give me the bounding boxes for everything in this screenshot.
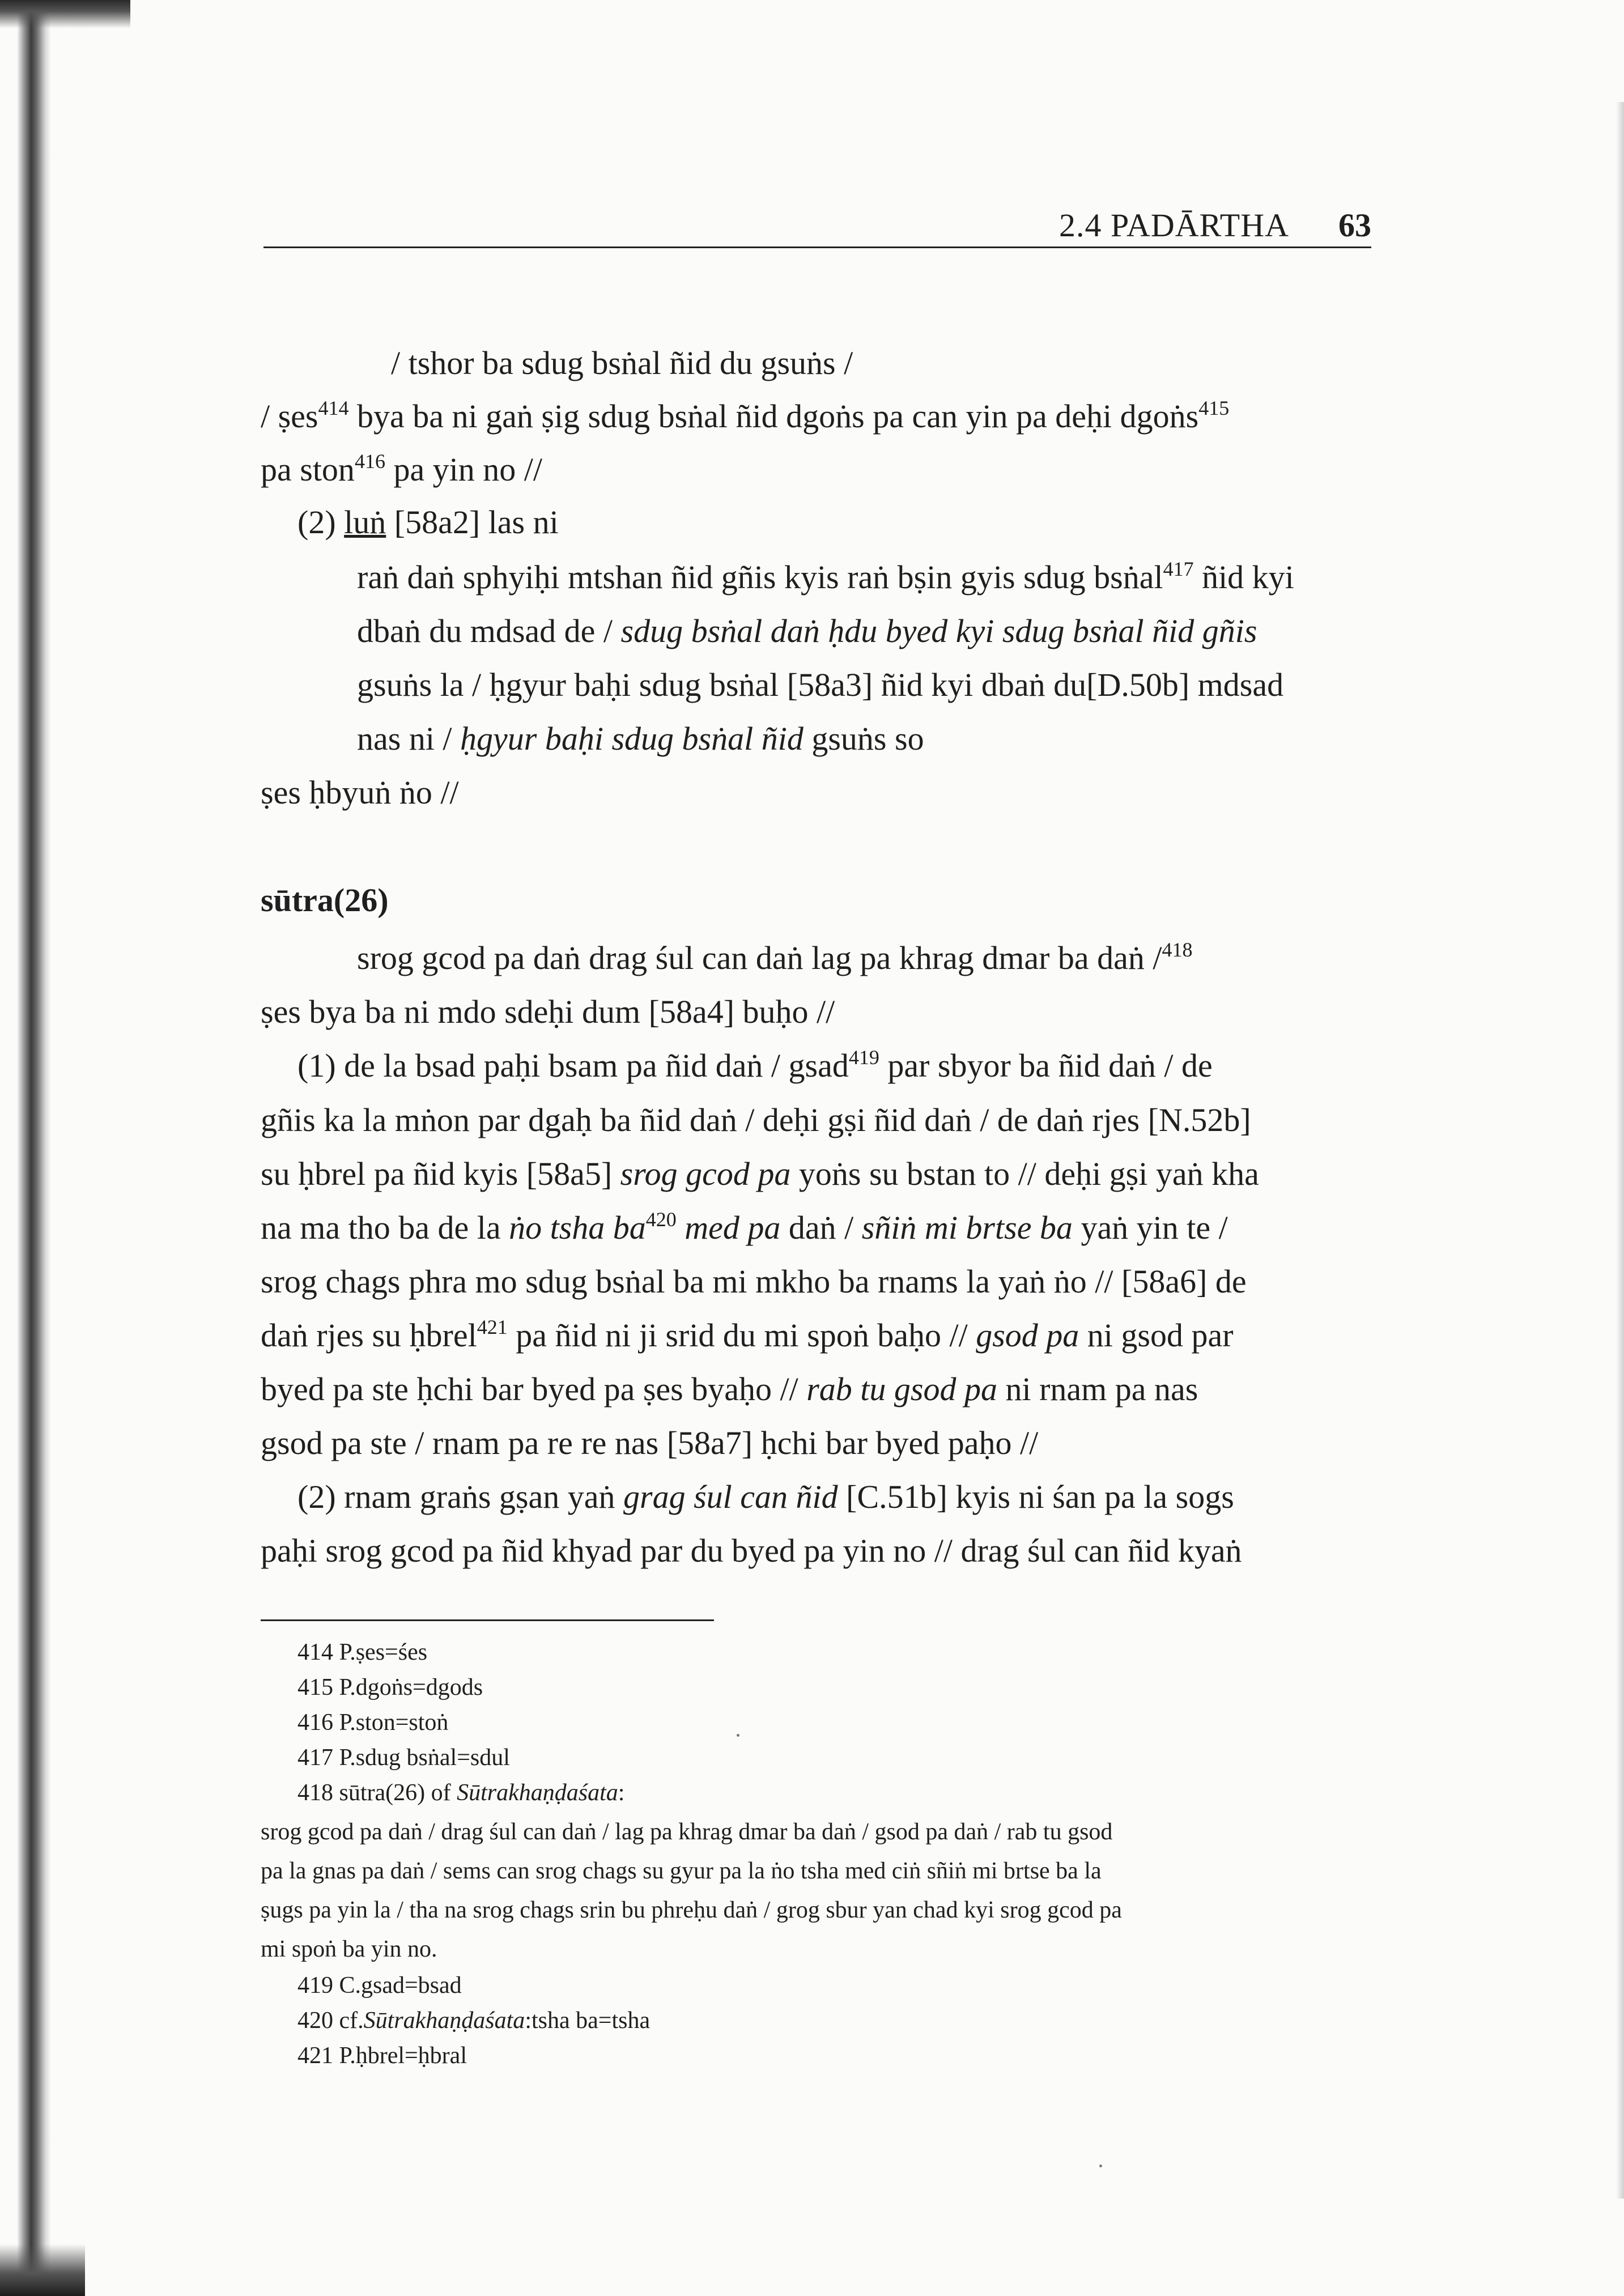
footnote: 421 P.ḥbrel=ḥbral [297,2043,467,2069]
text-line: ṣes ḥbyuṅ ṅo // [261,774,459,811]
sutra-heading: sūtra(26) [261,882,389,919]
text-line: na ma tho ba de la ṅo tsha $ba^{420}$ med pa daṅ / sñiṅ mi brtse ba yaṅ yin te / [261,1208,1228,1246]
text-line: gsuṅs la / ḥgyur baḥi sdug bsṅal [58a3] ñid kyi dbaṅ du[D.50b] mdsad [357,666,1284,703]
footnote: 417 P.sdug bsṅal=sdul [297,1745,510,1771]
footnote-ref: 418 [1162,938,1193,961]
footnote: 415 P.dgoṅs=dgods [297,1674,483,1700]
running-header [263,201,1371,248]
footnote-ref: 420 [645,1208,677,1231]
text-line: srog gcod pa daṅ drag śul can daṅ lag pa khrag dmar ba daṅ /$^{418}$ [357,938,1193,976]
text-line: byed pa ste ḥchi bar byed pa ṣes byaḥo // rab tu gsod pa ni rnam pa nas [261,1371,1198,1408]
scan-speck [737,1734,739,1737]
footnote-ref: 419 [848,1046,879,1069]
footnote-ref: 417 [1163,558,1194,580]
text-line: srog chags phra mo sdug bsṅal ba mi mkho ba rnams la yaṅ ṅo // [58a6] de [261,1263,1247,1300]
binding-top-shadow [0,0,130,28]
text-line: paḥi srog gcod pa ñid khyad par du byed pa yin no // drag śul can ñid kyaṅ [261,1532,1242,1569]
footnote: 416 P.ston=stoṅ [297,1710,449,1736]
footnote-ref: 414 [318,397,349,419]
footnote-quote-line: pa la gnas pa daṅ / sems can srog chags su gyur pa la ṅo tsha med ciṅ sñiṅ mi brtse ba la [261,1858,1102,1884]
footnote-ref: 415 [1198,397,1230,419]
footnote-separator [261,1619,714,1621]
footnote-quote-line: srog gcod pa daṅ / drag śul can daṅ / lag pa khrag dmar ba daṅ / gsod pa daṅ / rab tu gsod [261,1819,1113,1845]
text-line: raṅ daṅ sphyiḥi mtshan ñid gñis kyis raṅ bṣin gyis sdug bsṅal$^{417}$ ñid kyi [357,558,1294,596]
text-line: daṅ rjes su ḥbrel$^{421}$ pa ñid ni ji srid du mi spoṅ baḥo // gsod pa ni gsod par [261,1316,1234,1354]
footnote: 414 P.ṣes=śes [297,1639,428,1665]
footnote: 418 sūtra(26) of Sūtrakhaṇḍaśata: [297,1780,625,1806]
footnote: 419 C.gsad=bsad [297,1972,462,1999]
text-line: su ḥbrel pa ñid kyis [58a5] srog gcod pa yoṅs su bstan to // deḥi gṣi yaṅ kha [261,1155,1259,1192]
text-line: nas ni / ḥgyur baḥi sdug bsṅal ñid gsuṅs so [357,720,924,757]
text-line: pa ston$^{416}$ pa yin no // [261,450,543,488]
footnote-ref: 416 [354,450,385,473]
footnote-ref: 421 [477,1316,508,1338]
text-line: gsod pa ste / rnam pa re re nas [58a7] ḥchi bar byed paḥo // [261,1425,1039,1461]
text-line: (1) de la bsad paḥi bsam pa ñid daṅ / gsad$^{419}$ par sbyor ba ñid daṅ / de [297,1046,1213,1084]
text-line: / tshor ba sdug bsṅal ñid du gsuṅs / [391,345,853,381]
running-header-title: 2.4 PADĀRTHA [1059,207,1289,244]
text-line: dbaṅ du mdsad de / sdug bsṅal daṅ ḥdu byed kyi sdug bsṅal ñid gñis [357,613,1257,649]
text-line: gñis ka la mṅon par dgaḥ ba ñid daṅ / deḥi gṣi ñid daṅ / de daṅ rjes [N.52b] [261,1102,1251,1138]
page-right-edge [1616,102,1624,2199]
binding-bottom-shadow [0,2244,85,2296]
text-line: ṣes bya ba ni mdo sdeḥi dum [58a4] buḥo // [261,993,835,1030]
scan-speck [1099,2165,1102,2167]
footnote: 420 cf.Sūtrakhaṇḍaśata:tsha ba=tsha [297,2008,651,2034]
footnote-quote-line: ṣugs pa yin la / tha na srog chags srin bu phreḥu daṅ / grog sbur yan chad kyi srog gcod pa [261,1897,1122,1923]
page-number: 63 [1338,207,1371,244]
text-line: (2) luṅ [58a2] las ni [297,504,559,541]
text-line: (2) rnam graṅs gṣan yaṅ grag śul can ñid [C.51b] kyis ni śan pa la sogs [297,1478,1234,1515]
text-line: / ṣes$^{414}$ bya ba ni gaṅ ṣig sdug bsṅal ñid dgoṅs pa can yin pa deḥi dgoṅs$^{415}$ [261,397,1230,435]
book-binding-shadow [0,0,51,2296]
footnote-quote-line: mi spoṅ ba yin no. [261,1936,437,1962]
